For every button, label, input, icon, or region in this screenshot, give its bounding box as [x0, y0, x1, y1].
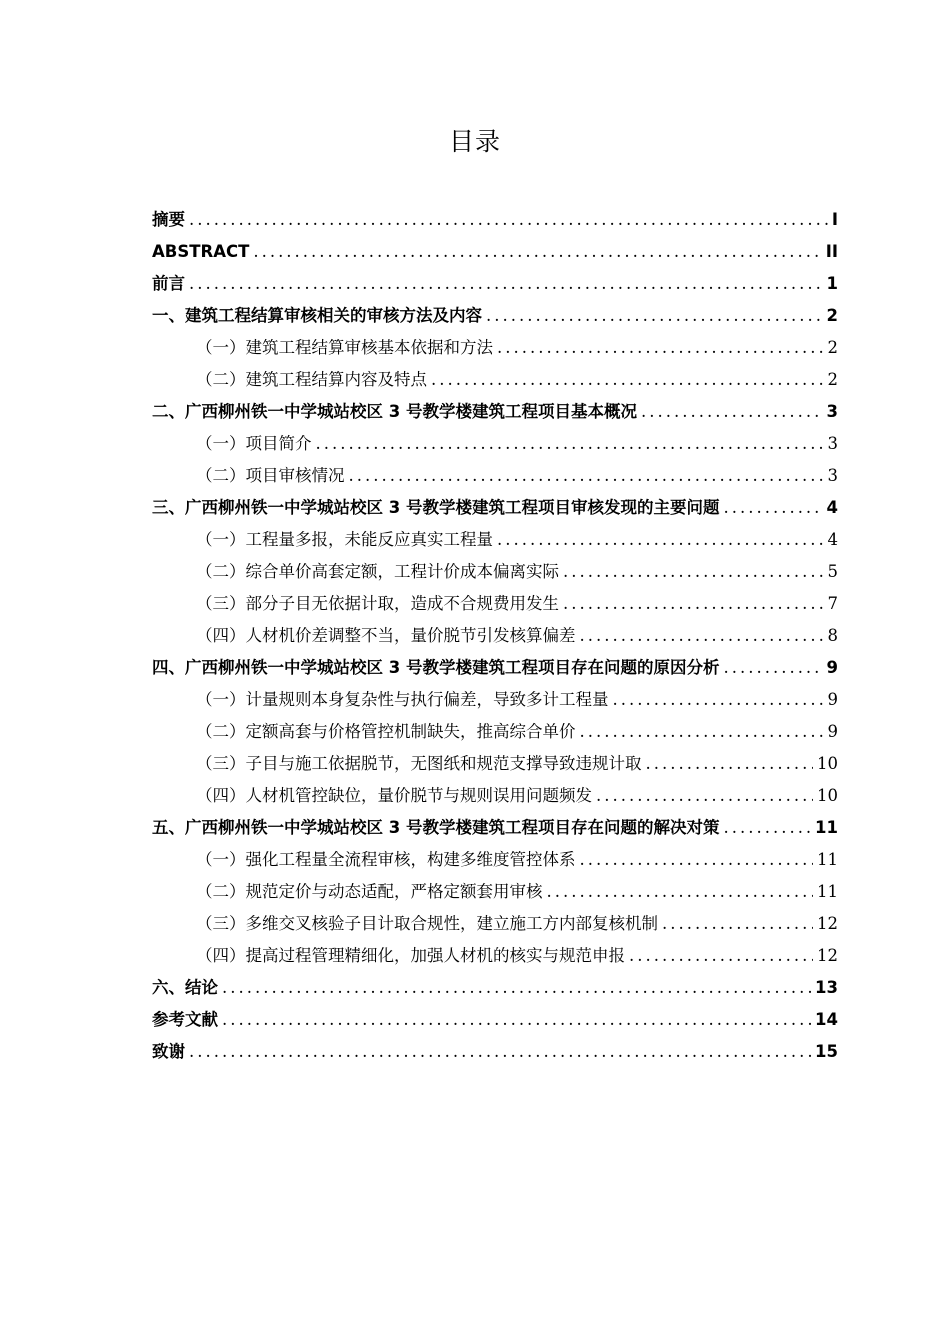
toc-dot-leader	[580, 716, 824, 748]
toc-entry-label: （一）建筑工程结算审核基本依据和方法	[196, 338, 493, 357]
toc-dot-leader	[189, 204, 828, 236]
toc-entry-page-number: 3	[826, 402, 838, 421]
toc-entry-page-number: 14	[815, 1010, 838, 1029]
toc-entry[interactable]	[152, 492, 838, 524]
toc-entry-label: （二）项目审核情况	[196, 466, 345, 485]
toc-entry-label: （四）提高过程管理精细化，加强人材机的核实与规范申报	[196, 946, 625, 965]
toc-entry[interactable]	[152, 364, 838, 396]
toc-entry-page-number: 5	[827, 562, 838, 581]
toc-entry-page-number: 12	[817, 914, 838, 933]
toc-dot-leader	[563, 588, 824, 620]
toc-entry-label: （三）多维交叉核验子目计取合规性，建立施工方内部复核机制	[196, 914, 658, 933]
toc-entry-label: 摘要	[152, 210, 185, 229]
toc-entry[interactable]	[152, 268, 838, 300]
toc-entry-label: （四）人材机价差调整不当，量价脱节引发核算偏差	[196, 626, 576, 645]
toc-entry-page-number: 9	[827, 722, 838, 741]
toc-entry-label: 参考文献	[152, 1010, 218, 1029]
toc-entry-label: （一）项目简介	[196, 434, 312, 453]
toc-entry-page-number: 4	[827, 530, 838, 549]
toc-dot-leader	[189, 268, 823, 300]
toc-entry[interactable]	[152, 588, 838, 620]
toc-entry[interactable]	[152, 812, 838, 844]
toc-entry-label: （一）强化工程量全流程审核，构建多维度管控体系	[196, 850, 576, 869]
toc-entry-page-number: 4	[826, 498, 838, 517]
toc-entry[interactable]	[152, 940, 838, 972]
toc-dot-leader	[316, 428, 824, 460]
toc-entry-label: 四、广西柳州铁一中学城站校区 3 号教学楼建筑工程项目存在问题的原因分析	[152, 658, 720, 677]
toc-entry[interactable]	[152, 1036, 838, 1068]
toc-dot-leader	[563, 556, 824, 588]
toc-dot-leader	[646, 748, 814, 780]
toc-dot-leader	[431, 364, 824, 396]
toc-dot-leader	[349, 460, 824, 492]
toc-entry-label: （三）部分子目无依据计取，造成不合规费用发生	[196, 594, 559, 613]
toc-entry-page-number: 13	[815, 978, 838, 997]
toc-entry-label: （二）规范定价与动态适配，严格定额套用审核	[196, 882, 543, 901]
toc-dot-leader	[547, 876, 814, 908]
toc-entry-page-number: 2	[826, 306, 838, 325]
toc-entry-label: 三、广西柳州铁一中学城站校区 3 号教学楼建筑工程项目审核发现的主要问题	[152, 498, 720, 517]
toc-entry-label: 一、建筑工程结算审核相关的审核方法及内容	[152, 306, 482, 325]
toc-entry[interactable]	[152, 204, 838, 236]
toc-entry[interactable]	[152, 876, 838, 908]
toc-entry[interactable]	[152, 556, 838, 588]
toc-dot-leader	[486, 300, 823, 332]
toc-entry[interactable]	[152, 396, 838, 428]
toc-entry-page-number: 11	[817, 850, 838, 869]
toc-dot-leader	[629, 940, 813, 972]
toc-entry-page-number: 3	[827, 434, 838, 453]
toc-dot-leader	[613, 684, 824, 716]
toc-entry-label: （三）子目与施工依据脱节，无图纸和规范支撑导致违规计取	[196, 754, 642, 773]
toc-dot-leader	[189, 1036, 811, 1068]
toc-entry[interactable]	[152, 300, 838, 332]
toc-entry-page-number: II	[825, 242, 838, 261]
toc-entry[interactable]	[152, 460, 838, 492]
toc-dot-leader	[222, 1004, 811, 1036]
toc-entry-page-number: 12	[817, 946, 838, 965]
toc-entry-label: 六、结论	[152, 978, 218, 997]
toc-entry[interactable]	[152, 236, 838, 268]
toc-dot-leader	[723, 812, 811, 844]
toc-entry-page-number: 9	[826, 658, 838, 677]
toc-entry[interactable]	[152, 1004, 838, 1036]
toc-entry-label: （二）定额高套与价格管控机制缺失，推高综合单价	[196, 722, 576, 741]
toc-entry-label: （二）建筑工程结算内容及特点	[196, 370, 427, 389]
toc-entry-label: 致谢	[152, 1042, 185, 1061]
toc-dot-leader	[723, 492, 822, 524]
toc-entry-page-number: 1	[826, 274, 838, 293]
toc-dot-leader	[222, 972, 811, 1004]
toc-entry-page-number: 11	[817, 882, 838, 901]
toc-entry-page-number: 3	[827, 466, 838, 485]
toc-entry-label: 前言	[152, 274, 185, 293]
toc-entry[interactable]	[152, 652, 838, 684]
toc-entry-page-number: 15	[815, 1042, 838, 1061]
toc-dot-leader	[497, 332, 824, 364]
toc-entry-page-number: 10	[817, 786, 838, 805]
toc-entry-label: （四）人材机管控缺位，量价脱节与规则误用问题频发	[196, 786, 592, 805]
toc-dot-leader	[723, 652, 822, 684]
toc-entry-label: 二、广西柳州铁一中学城站校区 3 号教学楼建筑工程项目基本概况	[152, 402, 637, 421]
toc-entry-label: （一）计量规则本身复杂性与执行偏差，导致多计工程量	[196, 690, 609, 709]
toc-entry-page-number: 10	[817, 754, 838, 773]
toc-entry-page-number: 9	[827, 690, 838, 709]
toc-entry[interactable]	[152, 524, 838, 556]
toc-dot-leader	[580, 620, 824, 652]
toc-entry[interactable]	[152, 844, 838, 876]
toc-entry[interactable]	[152, 620, 838, 652]
toc-dot-leader	[253, 236, 821, 268]
toc-entry-label: 五、广西柳州铁一中学城站校区 3 号教学楼建筑工程项目存在问题的解决对策	[152, 818, 720, 837]
table-of-contents	[152, 204, 838, 1068]
toc-dot-leader	[580, 844, 814, 876]
toc-dot-leader	[641, 396, 823, 428]
toc-entry-page-number: 2	[827, 338, 838, 357]
toc-entry[interactable]	[152, 972, 838, 1004]
toc-entry[interactable]	[152, 748, 838, 780]
toc-entry[interactable]	[152, 332, 838, 364]
toc-entry-label: ABSTRACT	[152, 242, 250, 261]
toc-title: 目录	[448, 127, 501, 156]
toc-dot-leader	[596, 780, 813, 812]
toc-entry-label: （二）综合单价高套定额，工程计价成本偏离实际	[196, 562, 559, 581]
toc-entry[interactable]	[152, 428, 838, 460]
toc-entry[interactable]	[152, 684, 838, 716]
toc-entry[interactable]	[152, 716, 838, 748]
toc-entry-label: （一）工程量多报，未能反应真实工程量	[196, 530, 493, 549]
toc-entry[interactable]	[152, 908, 838, 940]
toc-entry[interactable]	[152, 780, 838, 812]
toc-entry-page-number: 2	[827, 370, 838, 389]
toc-entry-page-number: 8	[827, 626, 838, 645]
toc-entry-page-number: I	[831, 210, 838, 229]
toc-dot-leader	[662, 908, 813, 940]
toc-entry-page-number: 11	[815, 818, 838, 837]
toc-entry-page-number: 7	[827, 594, 838, 613]
toc-dot-leader	[497, 524, 824, 556]
